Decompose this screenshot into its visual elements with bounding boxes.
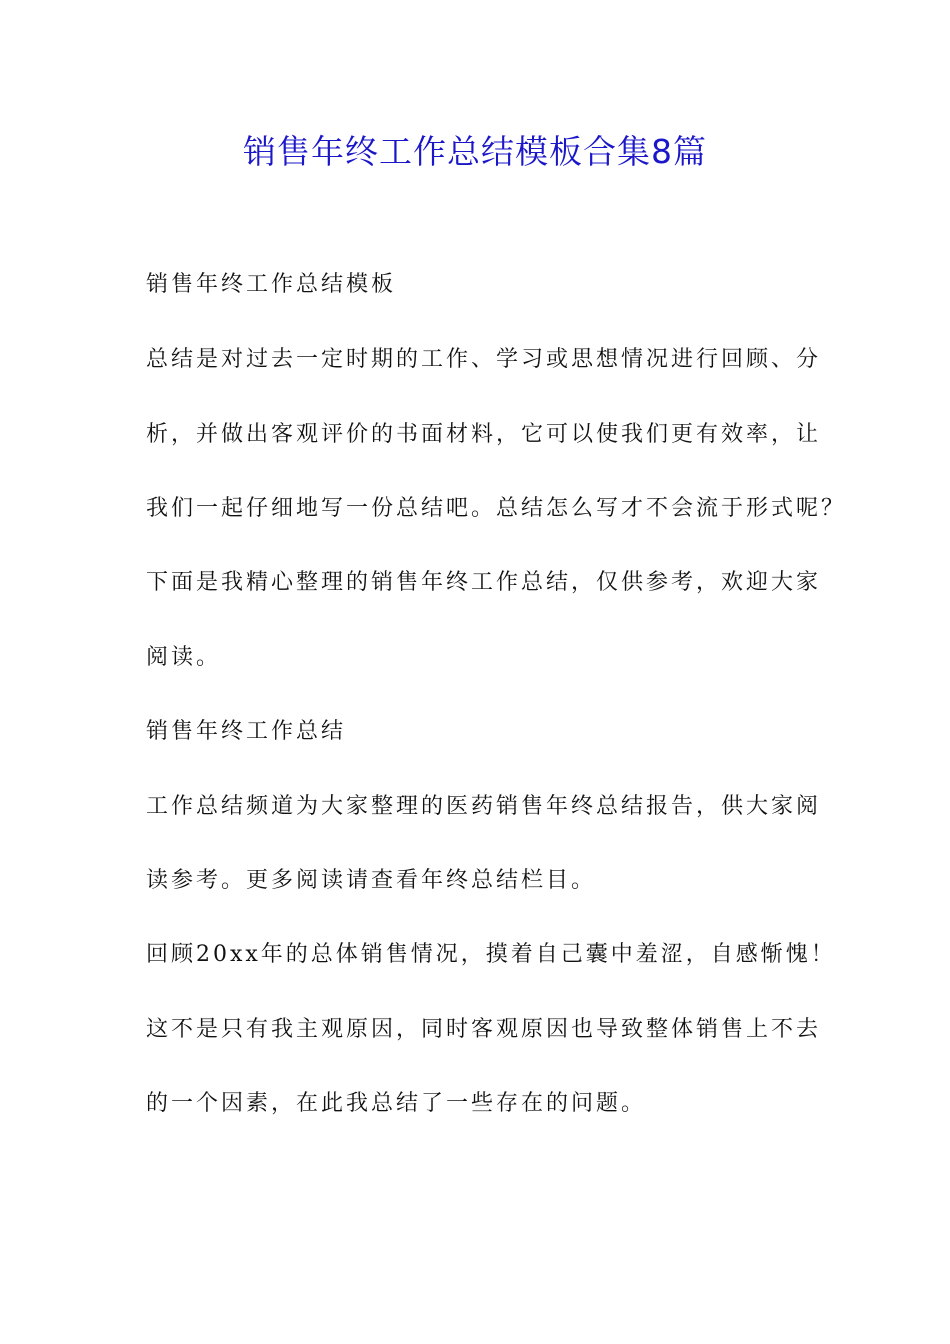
paragraph-line: 下面是我精心整理的销售年终工作总结，仅供参考，欢迎大家 [146,570,822,595]
paragraph-line: 的一个因素，在此我总结了一些存在的问题。 [146,1091,647,1116]
paragraph-line: 工作总结频道为大家整理的医药销售年终总结报告，供大家阅 [146,794,822,819]
paragraph-line: 读参考。更多阅读请查看年终总结栏目。 [146,868,597,893]
paragraph-line: 这不是只有我主观原因，同时客观原因也导致整体销售上不去 [146,1017,822,1042]
section-heading-summary: 销售年终工作总结 [146,719,347,744]
paragraph-line: 我们一起仔细地写一份总结吧。总结怎么写才不会流于形式呢？ [146,496,847,521]
paragraph-line: 回顾20xx年的总体销售情况，摸着自己囊中羞涩，自感惭愧！ [146,942,836,967]
document-title: 销售年终工作总结模板合集8篇 [243,132,707,171]
paragraph-line: 阅读。 [146,645,222,670]
paragraph-line: 析，并做出客观评价的书面材料，它可以使我们更有效率，让 [146,422,822,447]
paragraph-line: 总结是对过去一定时期的工作、学习或思想情况进行回顾、分 [146,347,822,372]
section-heading-template: 销售年终工作总结模板 [146,272,397,297]
